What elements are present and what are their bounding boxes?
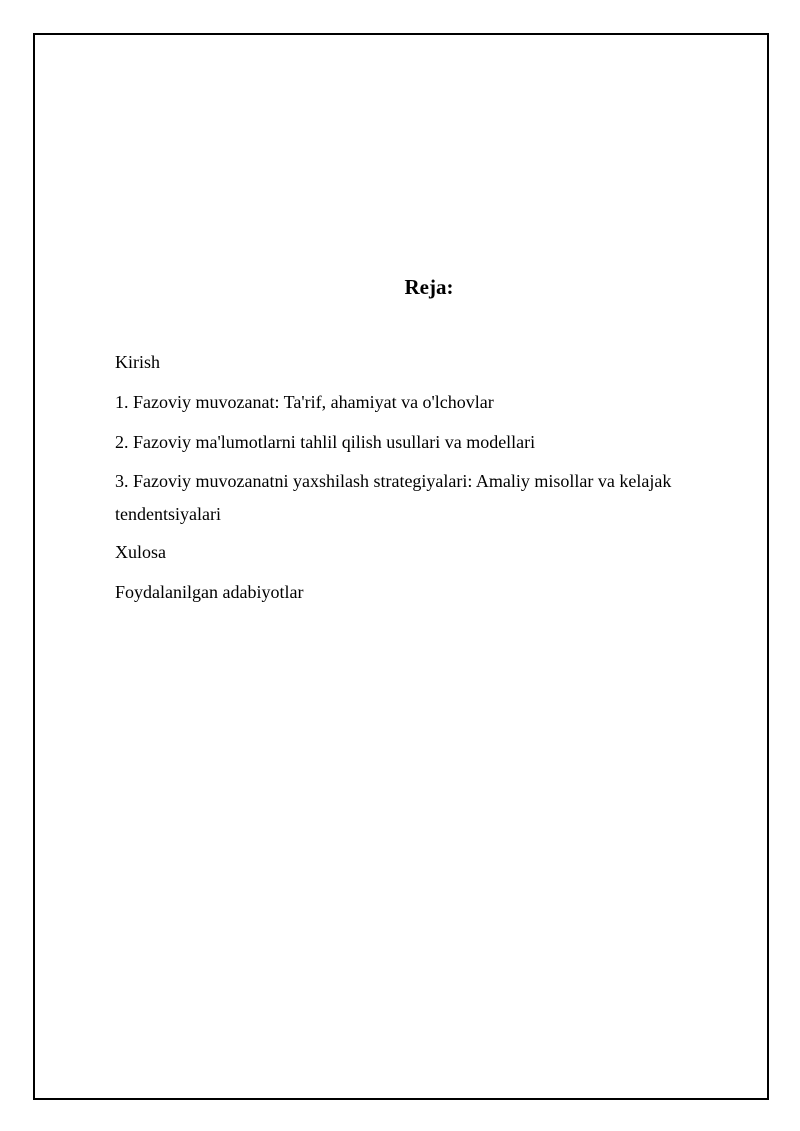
- toc-item-references: Foydalanilgan adabiyotlar: [115, 582, 304, 602]
- toc-item-1: 1. Fazoviy muvozanat: Ta'rif, ahamiyat va o'lchovlar: [115, 392, 494, 412]
- toc-item-conclusion: Xulosa: [115, 542, 166, 562]
- toc-item-introduction: Kirish: [115, 352, 160, 372]
- toc-item-3: 3. Fazoviy muvozanatni yaxshilash strategiyalari: Amaliy misollar va kelajak tendentsiyalari: [115, 471, 672, 524]
- page-title: Reja:: [404, 275, 454, 299]
- toc-item-2: 2. Fazoviy ma'lumotlarni tahlil qilish usullari va modellari: [115, 432, 536, 452]
- table-of-contents: [115, 349, 715, 619]
